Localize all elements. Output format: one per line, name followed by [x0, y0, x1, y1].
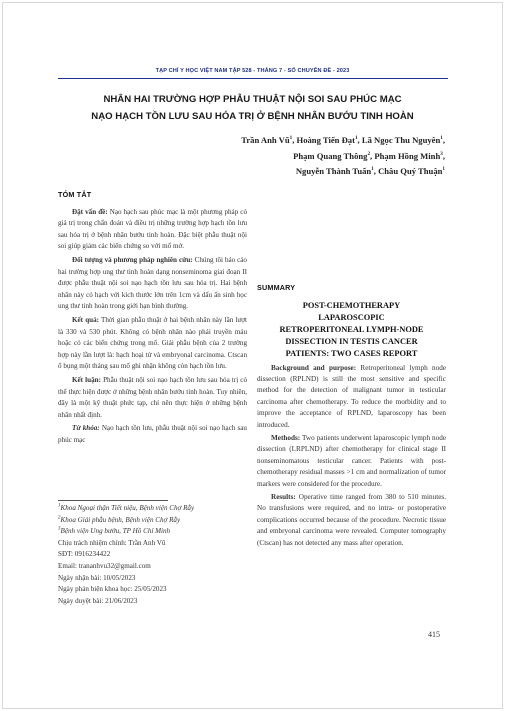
footnote-rule [58, 500, 168, 501]
author-name: Trần Anh Vũ [241, 135, 290, 145]
section-heading: TÓM TẮT [58, 190, 92, 199]
author-name: Châu Quý Thuận [378, 166, 443, 177]
paragraph-label: Results: [271, 493, 296, 502]
title-line-1: NHÂN HAI TRƯỜNG HỢP PHẪU THUẬT NỘI SOI SAU PHÚC MẠC [103, 94, 402, 105]
email: Email: trananhvu32@gmail.com [58, 561, 151, 570]
date-reviewed: Ngày phản biện khoa học: 25/05/2023 [58, 585, 167, 594]
affiliation-2 [58, 515, 247, 527]
phone: SĐT: 0916234422 [58, 550, 111, 559]
abstract-vietnamese [58, 189, 247, 448]
paragraph-text: Chúng tôi báo cáo hai trường hợp ung thư tinh hoàn dạng nonseminoma giai đoạn II được phẫu thuật nội soi nạo hạch tồn lưu sau hóa trị. Hai bệnh nhân này có hạch với kích thước lớn trên 1cm và dấu ấn sinh học ung thư tinh hoàn trong giới hạn bình thường. [58, 255, 247, 311]
title-line-2: NẠO HẠCH TỒN LƯU SAU HÓA TRỊ Ở BỆNH NHÂN BƯỚU TINH HOÀN [91, 111, 414, 122]
page-number: 415 [428, 630, 440, 639]
paragraph-label: Kết luận: [72, 375, 101, 384]
header-rule [58, 78, 448, 79]
paragraph-label: Đối tượng và phương pháp nghiên cứu: [72, 255, 193, 264]
date-received: Ngày nhận bài: 10/05/2023 [58, 573, 136, 582]
affiliation-mark: 1 [58, 503, 61, 509]
footnotes [58, 503, 247, 607]
summary-methods [257, 433, 446, 490]
abstract-background [58, 207, 247, 253]
author-name: Phạm Hồng Minh [374, 150, 441, 161]
paragraph-text: Thời gian phẫu thuật ở hai bệnh nhân này lần lượt là 330 và 530 phút. Không có bệnh nhân nào phải truyền máu hoặc có các biến chứng trong mổ. Giải phẫu bệnh của 2 trường hợp này lần lượt là: hạch hoại tử và embryonal carcinoma. Ctscan ổ bụng một tháng sau mổ ghi nhận không còn hạch tồn lưu. [58, 315, 247, 371]
author-affiliation-mark: 1 [440, 135, 443, 142]
author-name: Nguyễn Thành Tuấn [295, 166, 372, 177]
column-spacer [257, 189, 446, 282]
author-affiliation-mark: 3 [440, 150, 443, 157]
author-line-3: Nguyễn Thành Tuấn$^1$, Châu Quý Thuận$^1$ [295, 166, 445, 177]
paragraph-label: Background and purpose: [271, 363, 357, 372]
affiliation-text: Khoa Ngoại thận Tiết niệu, Bệnh viện Chợ Rẫy [60, 504, 195, 512]
affiliation-mark: 2 [58, 515, 61, 521]
paragraph-text: Two patients underwent laparoscopic lymph node dissection (LRPLND) after chemotherapy for clinical stage II nonseminomatous testicular cancer. Patients with post-chemotherapy residual masses >1 cm and normalization of tumor markers were considered for the procedure. [257, 434, 447, 488]
author-name: Lã Ngọc Thu Nguyên [361, 135, 441, 145]
english-title [257, 300, 446, 361]
abstract-methods [58, 255, 247, 313]
author-name: Hoàng Tiến Đạt [296, 135, 355, 145]
paragraph-label: Methods: [271, 434, 301, 443]
author-affiliation-mark: 2 [367, 150, 371, 157]
author-line-1: Trần Anh $Vũ^1$, Hoàng Tiến Đạt$^1$, Lã Ngọc Thu Nguyên$^1$, [241, 135, 445, 145]
paragraph-text: Operative time ranged from 380 to 510 minutes. No transfusions were required, and no intra- or postoperative complications occurred because of the procedure. Necrotic tissue and embryonal carcinoma were revealed. Computer tomography (Ctscan) has not detected any mass after operation. [257, 493, 446, 547]
paragraph-text: Phẫu thuật nội soi nạo hạch tồn lưu sau hóa trị có thể thực hiện được ở những bệnh nhân bướu tinh hoàn. Tuy nhiên, đây là một kỹ thuật phức tạp, chỉ nên thực hiện ở những bệnh nhân nhất định. [58, 375, 247, 419]
paragraph-text: Nạo hạch tồn lưu, phẫu thuật nội soi nạo hạch sau phúc mạc [58, 424, 247, 444]
abstract-english [257, 189, 446, 551]
english-title-line: LAPAROSCOPIC [318, 312, 385, 322]
english-title-line: RETROPERITONEAL LYMPH-NODE [279, 325, 424, 334]
abstract-keywords [58, 423, 247, 446]
article-title [40, 91, 465, 125]
affiliation-text: Bệnh viện Ung bướu, TP Hồ Chí Minh [60, 527, 171, 536]
paragraph-label: Từ khóa: [72, 424, 100, 433]
english-title-line: POST-CHEMOTHERAPY [302, 300, 401, 310]
affiliation-mark: 3 [58, 526, 61, 532]
summary-results [257, 492, 446, 549]
affiliation-1 [58, 503, 247, 515]
affiliation-text: Khoa Giải phẫu bệnh, Bệnh viện Chợ Rẫy [60, 515, 181, 524]
paragraph-text: Retroperitoneal lymph node dissection (RPLND) is still the most sensitive and specific method for the detection of malignant tumor in testicular carcinoma after chemotherapy. To reduce the morbidity and to improve the acceptance of RPLND, laparoscopy has been introduced. [257, 363, 447, 429]
english-title-line: PATIENTS: TWO CASES REPORT [285, 349, 418, 359]
corresponding-author: Chịu trách nhiệm chính: Trần Anh Vũ [58, 538, 166, 547]
author-list [160, 133, 445, 180]
paragraph-text: Nạo hạch sau phúc mạc là một phương pháp có giá trị trong chẩn đoán và điều trị những trường hợp hạch tồn lưu sau hóa trị ở bệnh nhân bướu tinh hoàn. Đặc biệt phẫu thuật nội soi giúp giảm các biến chứng so với mổ mở. [58, 207, 248, 251]
author-affiliation-mark: 1 [354, 135, 358, 142]
author-affiliation-mark: 1 [289, 135, 293, 142]
author-line-2: Phạm Quang Thông$^2$, Phạm Hồng Minh$^3$, [293, 150, 445, 161]
date-accepted: Ngày duyệt bài: 21/06/2023 [58, 596, 138, 605]
author-name: Phạm Quang Thông [293, 150, 368, 161]
paragraph-label: Kết quả: [72, 315, 99, 324]
summary-background [257, 363, 446, 431]
author-affiliation-mark: 1 [371, 166, 374, 173]
journal-header: TẠP CHÍ Y HỌC VIỆT NAM TẬP 528 - THÁNG 7 - SỐ CHUYÊN ĐỀ - 2023 [155, 68, 350, 74]
section-heading: SUMMARY [257, 283, 296, 292]
abstract-conclusion-start [58, 375, 247, 421]
paragraph-label: Đặt vấn đề: [72, 207, 108, 216]
author-affiliation-mark: 1 [442, 166, 445, 173]
affiliation-3 [58, 526, 247, 538]
english-title-line: DISSECTION IN TESTIS CANCER [285, 337, 418, 347]
abstract-results [58, 315, 247, 373]
